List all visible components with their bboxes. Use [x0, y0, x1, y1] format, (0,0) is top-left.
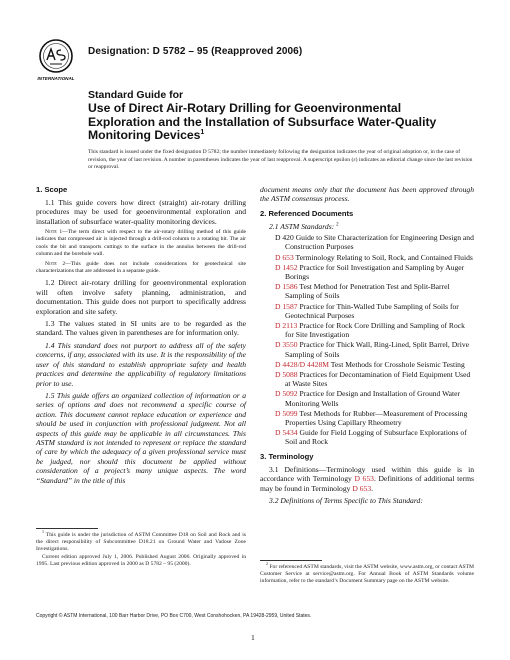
astm-logo-icon — [36, 38, 76, 82]
reference-title: Guide to Site Characterization for Engineering Design and Construction Purposes — [285, 233, 474, 252]
note-2-text: —This guide does not include considerations for geotechnical site characterizations that are addressed in a separate guide. — [36, 261, 246, 275]
title-footnote-marker[interactable]: 1 — [200, 129, 205, 137]
reference-title: Test Methods for Crosshole Seismic Testing — [330, 359, 465, 369]
reference-code-link[interactable]: D 2113 — [275, 321, 298, 331]
logo-text: INTERNATIONAL — [37, 76, 75, 81]
para-3-2: 3.2 Definitions of Terms Specific to This Standard: — [269, 495, 423, 505]
note-1-text: —The term direct with respect to the air-rotary drilling method of this guide indicates that compressed air is injected through a drill-rod column to a rotating bit. The air cools the bit and transports cuttings to the surface in the annulus between the drill-rod column and the borehole wall. — [36, 229, 247, 257]
referenced-documents-heading: 2. Referenced Documents — [260, 208, 354, 218]
copyright-line: Copyright © ASTM International, 100 Barr Harbor Drive, PO Box C700, West Conshohocken, PA 19428-2959, United States. — [36, 613, 312, 619]
title-prefix: Standard Guide for — [88, 89, 184, 101]
reference-item — [269, 409, 474, 427]
designation: Designation: D 5782 – 95 (Reapproved 2006) — [88, 46, 303, 57]
para-3-1: 3.1 Definitions—Terminology used within this guide is in accordance with Terminology D 653. Definitions of additional terms may be found in Terminology D 653. — [260, 464, 474, 493]
reference-code-link[interactable]: D 5099 — [275, 408, 298, 418]
left-column — [36, 185, 246, 488]
reference-title: Practice for Thin-Walled Tube Sampling of Soils for Geotechnical Purposes — [285, 301, 459, 320]
title-block — [88, 89, 468, 143]
para-1-2: 1.2 Direct air-rotary drilling for geoenvironmental exploration will often involve safety planning, administration, and documentation. This guide does not purport to specifically address exploration and site safety. — [36, 278, 246, 316]
para-1-1: 1.1 This guide covers how direct (straight) air-rotary drilling procedures may be used for geoenvironmental exploration and installation of subsurface water-quality monitoring devices. — [36, 198, 246, 226]
reference-code-link[interactable]: D 5434 — [275, 428, 298, 438]
reference-item — [269, 282, 474, 300]
reference-title: Practice for Thick Wall, Ring-Lined, Split Barrel, Drive Sampling of Soils — [285, 340, 469, 359]
para-1-5-continued: document means only that the document has been approved through the ASTM consensus process. — [260, 185, 474, 204]
footnote-2: $^2$ For referenced ASTM standards, visit the ASTM website, www.astm.org, or contact ASTM Customer Service at service@astm.org. For Annual Book of ASTM Standards volume information, refer to the standard’s Document Summary page on the ASTM website. — [260, 561, 475, 584]
footnotes-left — [36, 529, 246, 569]
reference-title: Practice for Design and Installation of Ground Water Monitoring Wells — [285, 389, 461, 408]
reference-code-link[interactable]: D 5092 — [275, 389, 298, 399]
reference-title: Practice for Soil Investigation and Sampling by Auger Borings — [285, 262, 465, 282]
reference-code-link[interactable]: D 5088 — [275, 370, 298, 380]
reference-title: Practices for Decontamination of Field Equipment Used at Waste Sites — [285, 370, 471, 389]
note-2-label: Note 2 — [45, 261, 66, 268]
title-text: Use of Direct Air-Rotary Drilling for Geoenvironmental Exploration and the Installation of Subsurface Water-Quality Monitoring Devices — [88, 101, 437, 143]
reference-title: Practice for Rock Core Drilling and Sampling of Rock for Site Investigation — [285, 321, 465, 340]
reference-item — [269, 253, 474, 262]
reference-title: Test Methods for Rubber—Measurement of Processing Properties Using Capillary Rheometry — [285, 408, 468, 428]
reference-item — [269, 340, 474, 358]
link-d653-a[interactable]: D 653 — [354, 474, 374, 484]
reference-item — [269, 370, 474, 388]
reference-item — [269, 233, 474, 251]
reference-code-link[interactable]: D 653 — [275, 252, 294, 262]
para-1-3: 1.3 The values stated in SI units are to be regarded as the standard. The values given in parentheses are for information only. — [36, 319, 246, 338]
scope-heading: 1. Scope — [36, 185, 68, 194]
reference-item — [269, 360, 474, 369]
reference-title: Test Method for Penetration Test and Split-Barrel Sampling of Soils — [285, 282, 450, 301]
reference-item — [269, 302, 474, 320]
footnote-edition: Current edition approved July 1, 2006. Published August 2006. Originally approved in 1995. Last previous edition approved in 2000 as D 5782 – 95 (2000). — [36, 554, 246, 567]
reference-code-link[interactable]: D 1587 — [275, 301, 298, 311]
issue-note: This standard is issued under the fixed designation D 5782; the number immediately following the designation indicates the year of original adoption or, in the case of revision, the year of last revision. A number in parentheses indicates the year of last reapproval. A superscript epsilon (ε) indicates an editorial change since the last revision or reapproval. — [88, 149, 473, 171]
reference-title: Guide for Field Logging of Subsurface Explorations of Soil and Rock — [285, 428, 467, 447]
note-1-label: Note 1 — [45, 229, 63, 236]
astm-standards-footnote-marker[interactable]: 2 — [336, 222, 339, 228]
page-number: 1 — [251, 633, 255, 642]
reference-item — [269, 321, 474, 339]
terminology-heading: 3. Terminology — [260, 451, 314, 461]
reference-title: Terminology Relating to Soil, Rock, and Contained Fluids — [295, 252, 473, 262]
footnote-rule-left — [36, 528, 98, 529]
footnote-rule-right — [260, 560, 322, 561]
reference-code-link[interactable]: D 4428/D 4428M — [275, 359, 330, 369]
para-1-4: 1.4 This standard does not purport to address all of the safety concerns, if any, associated with its use. It is the responsibility of the user of this standard to establish appropriate safety and health practices and determine the applicability of regulatory limitations prior to use. — [36, 340, 246, 388]
reference-list — [260, 233, 474, 446]
reference-code-link[interactable]: D 1452 — [275, 262, 298, 272]
note-2 — [36, 261, 246, 275]
reference-code-link[interactable]: D 1586 — [275, 282, 298, 292]
right-column — [260, 185, 474, 508]
footnotes-right — [260, 561, 475, 586]
link-d653-b[interactable]: D 653 — [352, 483, 372, 493]
astm-standards-label: 2.1 ASTM Standards: $^2$ — [269, 221, 339, 231]
reference-item — [269, 389, 474, 407]
footnote-1: $^1$ This guide is under the jurisdiction of ASTM Committee D18 on Soil and Rock and is the direct responsibility of Subcommittee D18.21 on Ground Water and Vadose Zone Investigations. — [36, 529, 246, 552]
reference-item — [269, 428, 474, 446]
para-1-5: 1.5 This guide offers an organized collection of information or a series of options and does not recommend a specific course of action. This document cannot replace education or experience and should be used in conjunction with professional judgment. Not all aspects of this guide may be applicable in all circumstances. This ASTM standard is not intended to represent or replace the standard of care by which the adequacy of a given professional service must be judged, nor should this document be applied without consideration of a project’s many unique aspects. The word “Standard” in the title of this — [36, 390, 246, 485]
page-title — [88, 102, 468, 143]
reference-code-link[interactable]: D 3550 — [275, 340, 298, 350]
reference-item — [269, 263, 474, 281]
reference-code-link: D 420 — [275, 233, 294, 243]
note-1 — [36, 229, 246, 258]
